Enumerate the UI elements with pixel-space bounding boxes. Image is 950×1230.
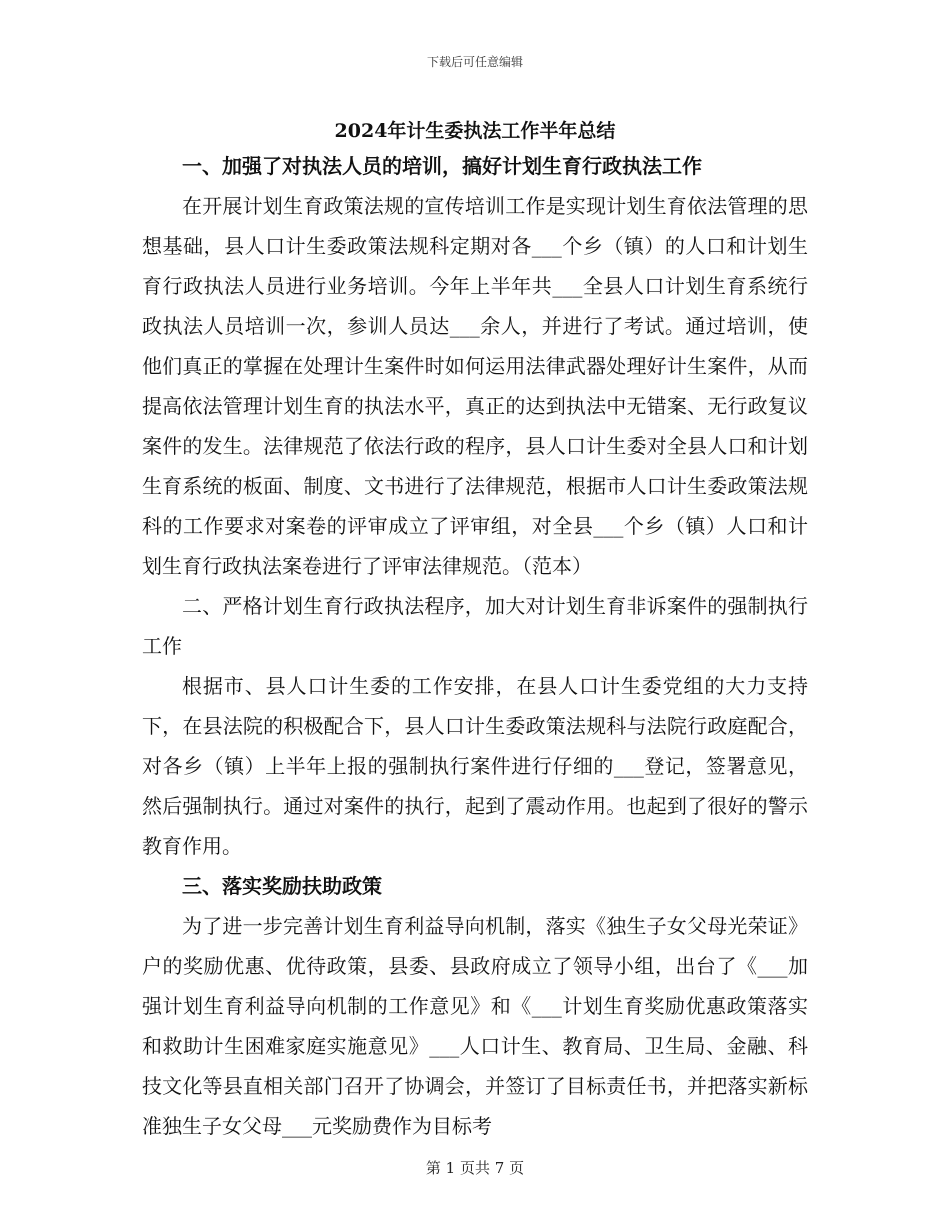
paragraph-2: 根据市、县人口计生委的工作安排，在县人口计生委党组的大力支持下，在县法院的积极配合下，县人口计生委政策法规科与法院行政庭配合，对各乡（镇）上半年上报的强制执行案件进行仔细的___登记，签署意见，然后强制执行。通过对案件的执行，起到了震动作用。也起到了很好的警示教育作用。 — [142, 674, 808, 858]
section-heading-2: 二、严格计划生育行政执法程序，加大对计划生育非诉案件的强制执行工作 — [142, 594, 808, 658]
paragraph-1: 在开展计划生育政策法规的宣传培训工作是实现计划生育依法管理的思想基础，县人口计生委政策法规科定期对各___个乡（镇）的人口和计划生育行政执法人员进行业务培训。今年上半年共___全县人口计划生育系统行政执法人员培训一次，参训人员达___余人，并进行了考试。通过培训，使他们真正的掌握在处理计生案件时如何运用法律武器处理好计生案件，从而提高依法管理计划生育的执法水平，真正的达到执法中无错案、无行政复议案件的发生。法律规范了依法行政的程序，县人口计生委对全县人口和计划生育系统的板面、制度、文书进行了法律规范，根据市人口计生委政策法规科的工作要求对案卷的评审成立了评审组，对全县___个乡（镇）人口和计划生育行政执法案卷进行了评审法律规范。（范本） — [142, 194, 808, 578]
page-footer: 第 1 页共 7 页 — [425, 1159, 525, 1177]
section-heading-1: 一、加强了对执法人员的培训，搞好计划生育行政执法工作 — [182, 154, 702, 178]
section-heading-3: 三、落实奖励扶助政策 — [182, 874, 382, 898]
header-note: 下载后可任意编辑 — [426, 55, 523, 69]
document-title: 2024年计生委执法工作半年总结 — [334, 120, 616, 142]
paragraph-3: 为了进一步完善计划生育利益导向机制，落实《独生子女父母光荣证》户的奖励优惠、优待政策，县委、县政府成立了领导小组，出台了《___加强计划生育利益导向机制的工作意见》和《___计划生育奖励优惠政策落实和救助计生困难家庭实施意见》___人口计生、教育局、卫生局、金融、科技文化等县直相关部门召开了协调会，并签订了目标责任书，并把落实新标准独生子女父母___元奖励费作为目标考 — [142, 914, 808, 1138]
document-body — [142, 146, 808, 1146]
